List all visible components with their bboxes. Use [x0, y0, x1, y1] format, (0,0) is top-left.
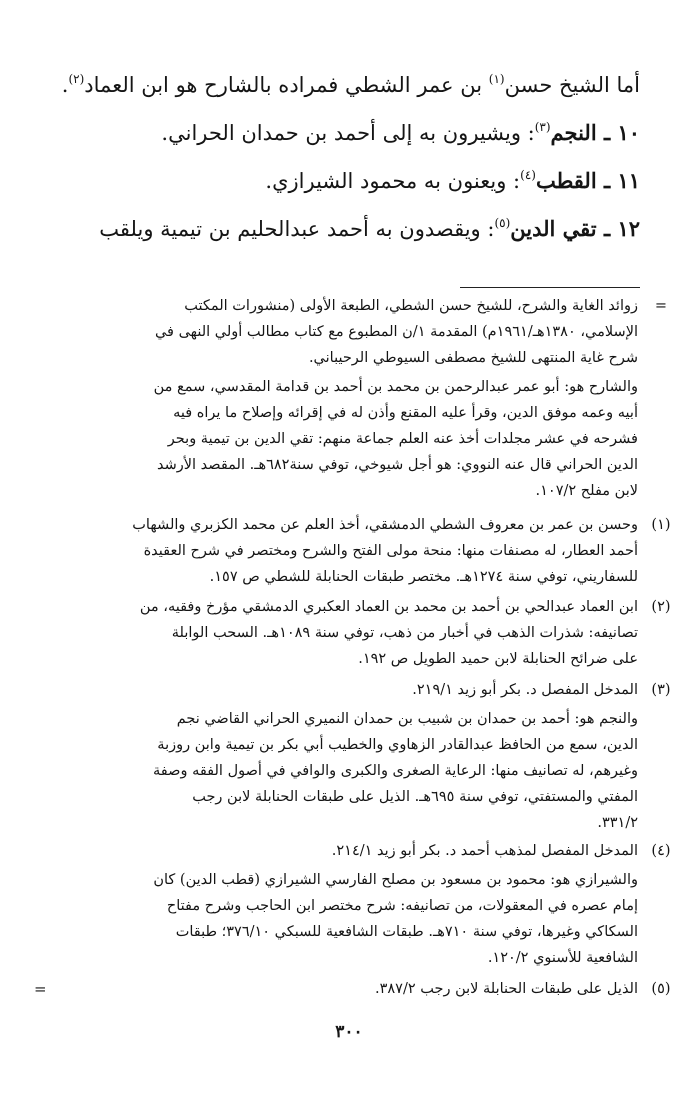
footnote-number: (٥) — [651, 981, 671, 997]
footnote-number: (١) — [651, 517, 671, 533]
item-description: : ويقصدون به أحمد عبدالحليم بن تيمية ويلقب — [99, 217, 495, 241]
line1-part-c: . — [61, 73, 69, 97]
line1-part-b: بن عمر الشطي فمراده بالشارح هو ابن العماد — [84, 73, 489, 97]
footnote-text: المدخل المفصل د. بكر أبو زيد ٢١٩/١. — [412, 682, 638, 698]
main-item-12 — [50, 216, 640, 264]
footnote-ref-2[interactable]: (٢) — [68, 72, 85, 86]
item-term: النجم — [550, 120, 597, 145]
item-term: القطب — [535, 168, 597, 193]
footnote-ref-5[interactable]: (٥) — [494, 216, 511, 230]
item-number: ١١ ـ — [596, 168, 640, 193]
item-description: : ويعنون به محمود الشيرازي. — [265, 169, 521, 193]
main-line-1 — [50, 72, 640, 120]
footnote-ref-4[interactable]: (٤) — [520, 168, 536, 182]
line1-part-a: أما الشيخ حسن — [504, 73, 640, 97]
main-item-10 — [50, 120, 640, 168]
footnote-ref-1[interactable]: (١) — [488, 72, 505, 86]
item-number: ١٠ ـ — [596, 120, 640, 145]
footnote-text: والنجم هو: أحمد بن حمدان بن شبيب بن حمدان النميري الحراني القاضي نجم الدين، سمع من الحافظ عبدالقادر الزهاوي والخطيب أبي بكر بن تيمية وابن روزبة وغيرهم، له تصانيف منها: الرعاية الصغرى والكبرى والوافي في أصول الفقه وصفة المفتي والمستفتي، توفي سنة ٦٩٥هـ. الذيل على طبقات الحنابلة لابن رجب ٣٣١/٢. — [153, 711, 638, 831]
footnote-separator — [460, 287, 640, 288]
main-text — [50, 72, 640, 264]
continuation-marker: = — [654, 298, 668, 314]
footnote-text: وحسن بن عمر بن معروف الشطي الدمشقي، أخذ العلم عن محمد الكزبري والشهاب أحمد العطار، له مصنفات منها: منحة مولى الفتح والشرح ومختصر في شرح العقيدة للسفاريني، توفي سنة ١٢٧٤هـ. مختصر طبقات الحنابلة للشطي ص ١٥٧. — [132, 517, 638, 585]
footnote-text: ابن العماد عبدالحي بن أحمد بن محمد بن العماد العكبري الدمشقي مؤرخ وفقيه، من تصانيفه: شذرات الذهب في أخبار من ذهب، توفي سنة ١٠٨٩هـ. السحب الوابلة على ضرائح الحنابلة لابن حميد الطويل ص ١٩٢. — [139, 599, 638, 667]
footnote-ref-3[interactable]: (٣) — [534, 120, 551, 134]
footnote-text: الذيل على طبقات الحنابلة لابن رجب ٣٨٧/٢. — [375, 981, 638, 997]
footnote-text: المدخل المفصل لمذهب أحمد د. بكر أبو زيد ٢١٤/١. — [331, 843, 638, 859]
footnote-text: والشيرازي هو: محمود بن مسعود بن مصلح الفارسي الشيرازي (قطب الدين) كان إمام عصره في المعقولات، من تصانيفه: شرح مختصر ابن الحاجب وشرح مفتاح السكاكي وغيرها، توفي سنة ٧١٠هـ. طبقات الشافعية للسبكي ٣٧٦/١٠؛ طبقات الشافعية للأسنوي ١٢٠/٢. — [153, 872, 638, 966]
footnote-sharih-text: والشارح هو: أبو عمر عبدالرحمن بن محمد بن أحمد بن قدامة المقدسي، سمع من أبيه وعمه موفق الدين، وقرأ عليه المقنع وأذن له في إقرائه وإصلاح ما يراه فيه فشرحه في عشر مجلدات أخذ عنه العلم جماعة منهم: تقي الدين بن تيمية وبحر الدين الحراني قال عنه النووي: هو أجل شيوخي، توفي سنة٦٨٢هـ. المقصد الأرشد لابن مفلح ١٠٧/٢. — [153, 379, 638, 499]
page-number: ٣٠٠ — [335, 1022, 363, 1042]
item-term: تقي الدين — [510, 216, 597, 241]
item-number: ١٢ ـ — [596, 216, 640, 241]
footnote-continued-text: زوائد الغاية والشرح، للشيخ حسن الشطي، الطبعة الأولى (منشورات المكتب الإسلامي، ١٣٨٠هـ/١٩٦١م) المقدمة ١/ن المطبوع مع كتاب مطالب أولي النهى في شرح غاية المنتهى للشيخ مصطفى السيوطي الرحيباني. — [154, 298, 638, 366]
item-description: : ويشيرون به إلى أحمد بن حمدان الحراني. — [161, 121, 535, 145]
footnote-number: (٢) — [651, 599, 671, 615]
continuation-marker-end: = — [34, 980, 47, 998]
main-item-11 — [50, 168, 640, 216]
footnote-number: (٣) — [651, 682, 671, 698]
footnote-number: (٤) — [651, 843, 671, 859]
